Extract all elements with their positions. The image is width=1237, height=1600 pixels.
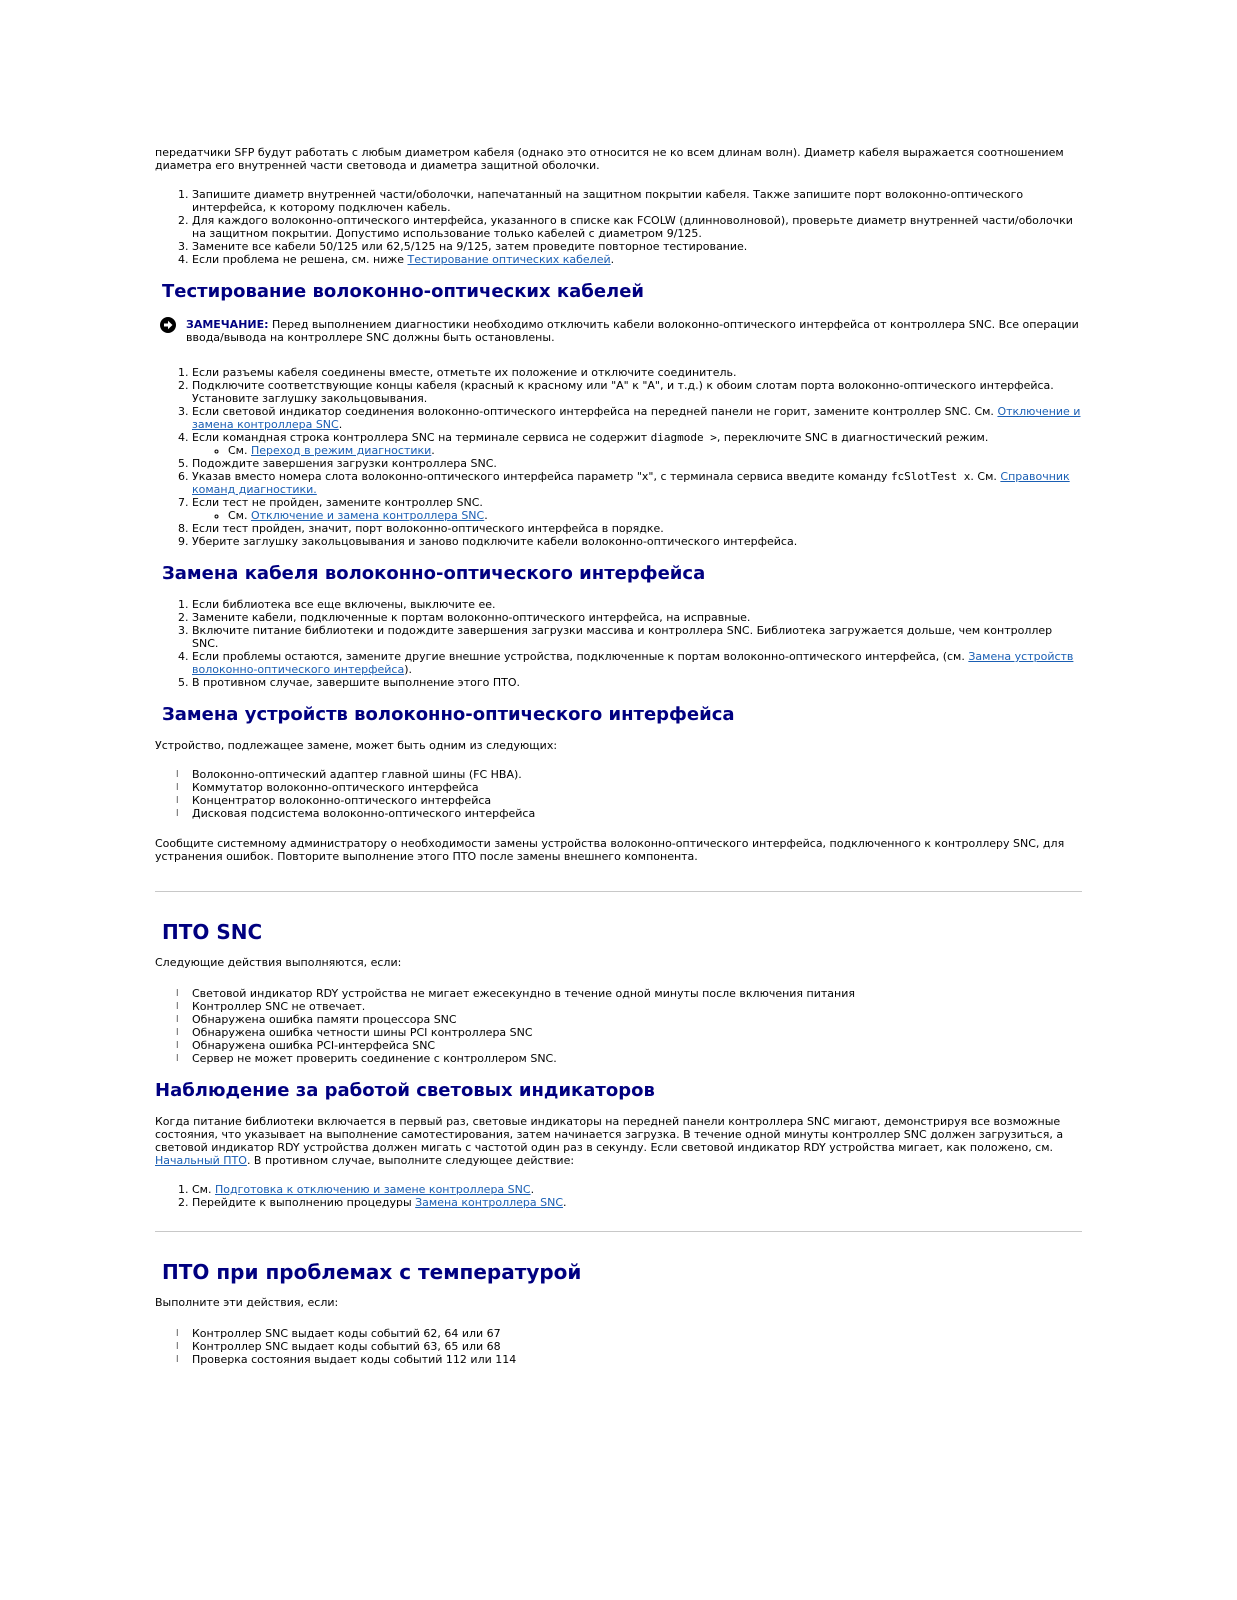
fiber-test-steps [155,366,1082,548]
link-snc-replace[interactable]: Замена контроллера SNC [415,1196,564,1209]
led-steps [155,1183,1082,1209]
sub-list [192,509,1082,522]
list-item: 1. См. Подготовка к отключению и замене контроллера SNC. [192,1183,1082,1196]
code-diagmode: diagmode > [650,431,717,444]
list-item: l Волоконно-оптический адаптер главной шины (FC HBA). [192,768,1082,781]
list-item: l Световой индикатор RDY устройства не мигает ежесекундно в течение одной минуты после включения питания [192,987,1082,1000]
list-item: 1. Запишите диаметр внутренней части/оболочки, напечатанный на защитном покрытии кабеля. Также запишите порт волоконно-оптического интерфейса, к которому подключен кабель. [192,188,1082,214]
list-item: 5. В противном случае, завершите выполнение этого ПТО. [192,676,1082,689]
list-item: 1. Если разъемы кабеля соединены вместе, отметьте их положение и отключите соединитель. [192,366,1082,379]
list-item: 3. Замените все кабели 50/125 или 62,5/125 на 9/125, затем проведите повторное тестирование. [192,240,1082,253]
devices-list [155,768,1082,820]
list-item: 9. Уберите заглушку закольцовывания и заново подключите кабели волоконно-оптического интерфейса. [192,535,1082,548]
intro-paragraph: передатчики SFP будут работать с любым диаметром кабеля (однако это относится не ко всем длинам волн). Диаметр кабеля выражается соотношением диаметра его внутренней части световода и диаметра защитной оболочки. [155,146,1064,172]
list-item: 5. Подождите завершения загрузки контроллера SNC. [192,457,1082,470]
snc-conditions-list [155,987,1082,1065]
link-diagnostic-mode[interactable]: Переход в режим диагностики [250,444,432,457]
temp-lead: Выполните эти действия, если: [155,1296,339,1309]
list-item: ◦ См. Переход в режим диагностики. [228,444,1082,457]
snc-lead: Следующие действия выполняются, если: [155,956,402,969]
note-block [155,318,1082,344]
section-title-device-replace: Замена устройств волоконно-оптического интерфейса [162,704,735,725]
list-item: 2. Для каждого волоконно-оптического интерфейса, указанного в списке как FCOLW (длинноволновой), проверьте диаметр внутренней части/оболочки на защитном покрытии. Допустимо использование только кабелей с диаметром 9/125. [192,214,1082,240]
devices-outro: Сообщите системному администратору о необходимости замены устройства волоконно-оптического интерфейса, подключенного к контроллеру SNC, для устранения ошибок. Повторите выполнение этого ПТО после замены внешнего компонента. [155,837,1065,863]
document-page [155,146,1082,1366]
list-item: l Обнаружена ошибка PCI-интерфейса SNC [192,1039,1082,1052]
list-item: 2. Подключите соответствующие концы кабеля (красный к красному или "A" к "A", и т.д.) к обоим слотам порта волоконно-оптического интерфейса. Установите заглушку закольцовывания. [192,379,1082,405]
list-item: 1. Если библиотека все еще включены, выключите ее. [192,598,1082,611]
note-label: ЗАМЕЧАНИЕ: [186,318,269,331]
note-text: ЗАМЕЧАНИЕ: Перед выполнением диагностики необходимо отключить кабели волоконно-оптического интерфейса от контроллера SNC. Все операции ввода/вывода на контроллере SNC должны быть остановлены. [186,318,1079,344]
list-item: 8. Если тест пройден, значит, порт волоконно-оптического интерфейса в порядке. [192,522,1082,535]
list-item: l Обнаружена ошибка памяти процессора SNC [192,1013,1082,1026]
list-item: l Дисковая подсистема волоконно-оптического интерфейса [192,807,1082,820]
devices-lead: Устройство, подлежащее замене, может быть одним из следующих: [155,739,558,752]
temp-conditions-list [155,1327,1082,1366]
arrow-right-icon [160,317,176,333]
list-item: ◦ См. Отключение и замена контроллера SNC. [228,509,1082,522]
list-item: 4. Если проблема не решена, см. ниже Тестирование оптических кабелей. [192,253,1082,266]
list-item: l Обнаружена ошибка четности шины PCI контроллера SNC [192,1026,1082,1039]
list-item: l Контроллер SNC выдает коды событий 63, 65 или 68 [192,1340,1082,1353]
list-item: 3. Если световой индикатор соединения волоконно-оптического интерфейса на передней панели не горит, замените контроллер SNC. См. Отключение и замена контроллера SNC. [192,405,1082,431]
list-item: 2. Замените кабели, подключенные к портам волоконно-оптического интерфейса, на исправные. [192,611,1082,624]
section-title-snc: ПТО SNC [162,920,263,944]
list-item: 6. Указав вместо номера слота волоконно-оптического интерфейса параметр "x", с терминала сервиса введите команду fcSlotTest x. См. Справочник команд диагностики. [192,470,1082,496]
section-title-temperature: ПТО при проблемах с температурой [162,1260,582,1284]
list-item: l Коммутатор волоконно-оптического интерфейса [192,781,1082,794]
list-item: l Проверка состояния выдает коды событий 112 или 114 [192,1353,1082,1366]
section-title-led-monitoring: Наблюдение за работой световых индикаторов [155,1080,655,1101]
list-item: 4. Если командная строка контроллера SNC на терминале сервиса не содержит diagmode >, переключите SNC в диагностический режим. ◦ См. Переход в режим диагностики. [192,431,1082,457]
list-item: l Сервер не может проверить соединение с контроллером SNC. [192,1052,1082,1065]
section-title-fiber-test: Тестирование волоконно-оптических кабелей [162,281,645,302]
link-initial-pto[interactable]: Начальный ПТО [155,1154,247,1167]
list-item: l Контроллер SNC не отвечает. [192,1000,1082,1013]
sub-list [192,444,1082,457]
link-optical-cable-test[interactable]: Тестирование оптических кабелей [407,253,611,266]
link-diagnostic-commands[interactable]: Справочник команд диагностики. [192,470,1070,496]
code-fcslottest: fcSlotTest x [890,470,971,483]
list-item: 7. Если тест не пройден, замените контроллер SNC. ◦ См. Отключение и замена контроллера SNC. [192,496,1082,522]
cable-replace-steps [155,598,1082,689]
list-item: 3. Включите питание библиотеки и подождите завершения загрузки массива и контроллера SNC. Библиотека загружается дольше, чем контроллер SNC. [192,624,1082,650]
led-paragraph: Когда питание библиотеки включается в первый раз, световые индикаторы на передней панели контроллера SNC мигают, демонстрируя все возможные состояния, что указывает на выполнение самотестирования, затем начинается загрузка. В течение одной минуты контроллер SNC должен загрузиться, а световой индикатор RDY устройства должен мигать с частотой один раз в секунду. Если световой индикатор RDY устройства мигает, как положено, см. Начальный ПТО. В противном случае, выполните следующее действие: [155,1115,1064,1167]
list-item: l Концентратор волоконно-оптического интерфейса [192,794,1082,807]
section-title-cable-replace: Замена кабеля волоконно-оптического интерфейса [162,563,706,584]
cable-check-steps [155,188,1082,266]
link-prepare-snc-replace[interactable]: Подготовка к отключению и замене контроллера SNC [214,1183,531,1196]
link-replace-snc[interactable]: Отключение и замена контроллера SNC [192,405,1081,431]
link-replace-snc-2[interactable]: Отключение и замена контроллера SNC [250,509,485,522]
list-item: 4. Если проблемы остаются, замените другие внешние устройства, подключенные к портам волоконно-оптического интерфейса, (см. Замена устройств волоконно-оптического интерфейса). [192,650,1082,676]
list-item: l Контроллер SNC выдает коды событий 62, 64 или 67 [192,1327,1082,1340]
list-item: 2. Перейдите к выполнению процедуры Замена контроллера SNC. [192,1196,1082,1209]
link-replace-fiber-devices[interactable]: Замена устройств волоконно-оптического интерфейса [192,650,1074,676]
